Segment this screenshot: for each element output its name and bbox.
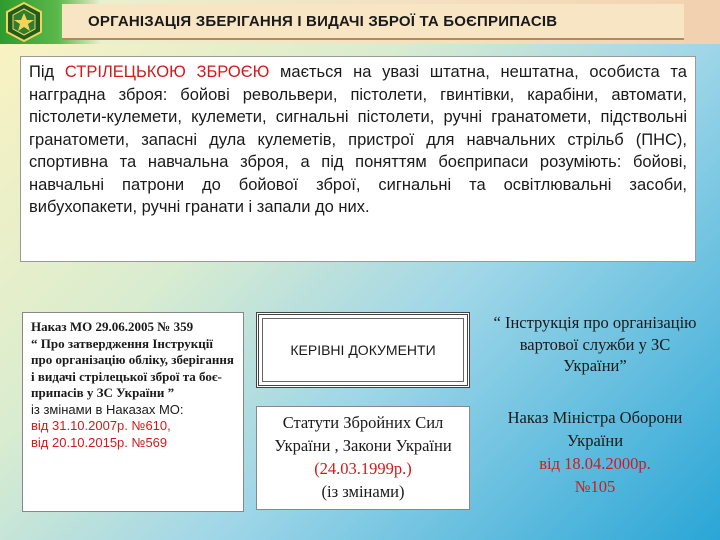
instruction-card	[486, 312, 704, 388]
statutes-card	[256, 406, 470, 510]
definition-paragraph	[20, 56, 696, 262]
order-changes-label: із змінами в Наказах МО:	[31, 401, 184, 417]
order-card	[22, 312, 244, 512]
page-title: ОРГАНІЗАЦІЯ ЗБЕРІГАННЯ І ВИДАЧІ ЗБРОЇ ТА БОЄПРИПАСІВ	[62, 4, 684, 40]
order-title: Наказ МО 29.06.2005 № 359	[31, 319, 194, 334]
order-description: “ Про затвердження Інструкції про організацію обліку, зберігання і видачі стрілецької зброї та боє-припасів у ЗС України ”	[31, 335, 234, 400]
definition-body: мається на увазі штатна, нештатна, особиста та нагградна зброя: бойові револьвери, пістолети, гвинтівки, карабіни, автомати, пістолети-кулемети, кулемети, сигнальні пістолети, ручні гранатомети, підствольні гранатомети, запасні дула кулеметів, пристрої для навчальних стрільб (ПНС), спортивна та навчальна зброя, а під поняттям боєприпаси розуміють: бойові, навчальні патрони до бойової зброї, сигнальні та освітлювальні засоби, вибухопакети, ручні гранати і запали до них.	[29, 63, 687, 216]
statutes-note: (із змінами)	[321, 482, 405, 501]
header-bar	[0, 0, 720, 44]
minister-order-card	[486, 406, 704, 506]
order-change-2: від 20.10.2015р. №569	[31, 434, 168, 450]
instruction-text: “ Інструкція про організацію вартової служби у ЗС України”	[493, 313, 697, 375]
order-change-1: від 31.10.2007р. №610,	[31, 418, 171, 433]
header-side-band	[684, 0, 720, 44]
minister-order-number: №105	[574, 477, 616, 496]
military-emblem-icon	[4, 2, 44, 42]
accent-term: СТРІЛЕЦЬКОЮ ЗБРОЄЮ	[64, 63, 270, 81]
intro-text: Під	[29, 63, 65, 81]
guiding-documents-label: КЕРІВНІ ДОКУМЕНТИ	[290, 342, 436, 358]
minister-order-text: Наказ Міністра Оборони України	[507, 408, 683, 450]
guiding-documents-inner	[262, 318, 464, 382]
statutes-text: Статути Збройних Сил України , Закони України	[274, 413, 452, 455]
minister-order-date: від 18.04.2000р.	[539, 454, 651, 473]
statutes-date: (24.03.1999р.)	[314, 459, 412, 478]
guiding-documents-box	[256, 312, 470, 388]
